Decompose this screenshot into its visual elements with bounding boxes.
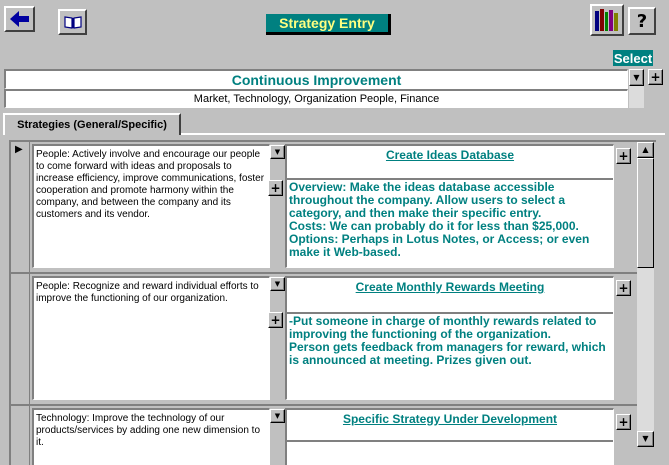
scroll-thumb[interactable] xyxy=(637,158,654,268)
open-book-button[interactable] xyxy=(58,9,87,35)
general-strategy-text: Technology: Improve the technology of our products/services by adding one new dimension to it. xyxy=(36,413,261,448)
plus-icon: + xyxy=(618,149,629,163)
tab-strategies-label: Strategies (General/Specific) xyxy=(17,119,167,131)
chevron-down-icon: ▼ xyxy=(274,147,281,156)
select-button[interactable]: Select xyxy=(613,50,653,66)
scroll-up-button[interactable] xyxy=(637,142,654,158)
add-specific-button[interactable] xyxy=(268,180,283,196)
books-icon xyxy=(594,8,620,32)
tab-panel-border xyxy=(181,133,665,135)
help-button[interactable] xyxy=(628,7,656,35)
back-button[interactable] xyxy=(4,6,35,32)
specific-strategy-body: Overview: Make the ideas database accessible throughout the company. Allow users to select a category, and then make their specific entry. Costs: We can probably do it for less than $25,000. Options: Perhaps in Lotus Notes, or Access; or even make it Web-based. xyxy=(289,180,590,259)
chevron-down-icon: ▼ xyxy=(274,411,281,420)
header-scroll-track[interactable] xyxy=(629,86,644,108)
specific-strategy-box[interactable] xyxy=(285,408,614,465)
general-strategy-field[interactable] xyxy=(32,144,270,268)
arrow-left-icon xyxy=(10,11,30,27)
plus-icon: + xyxy=(618,281,629,295)
plus-icon: + xyxy=(270,313,281,327)
chevron-down-icon: ▼ xyxy=(633,72,640,82)
header-subtitle: Market, Technology, Organization People, Finance xyxy=(193,93,440,105)
header-dropdown-button[interactable] xyxy=(629,69,644,86)
plus-icon: + xyxy=(650,70,661,84)
specific-strategy-box[interactable] xyxy=(285,276,614,400)
specific-strategy-title[interactable]: Specific Strategy Under Development xyxy=(342,412,558,426)
header-add-button[interactable] xyxy=(648,69,663,85)
general-scroll-button[interactable] xyxy=(270,145,285,159)
plus-icon: + xyxy=(618,415,629,429)
open-book-icon xyxy=(64,15,82,29)
plus-icon: + xyxy=(270,181,281,195)
general-scroll-button[interactable] xyxy=(270,409,285,423)
general-strategy-text: People: Recognize and reward individual efforts to improve the functioning of our organization. xyxy=(36,281,259,304)
header-title-field[interactable] xyxy=(4,69,628,89)
page-title: Strategy Entry xyxy=(266,14,391,35)
tab-strategies[interactable] xyxy=(3,113,181,135)
specific-strategy-title[interactable]: Create Monthly Rewards Meeting xyxy=(355,280,545,294)
general-strategy-text: People: Actively involve and encourage our people to come forward with ideas and proposals to increase efficiency, improve communications, foster cooperation and promote harmony within the company, and between the company and its customers and its vendor. xyxy=(36,149,265,220)
general-scroll-button[interactable] xyxy=(270,277,285,291)
record-selector-column xyxy=(11,142,30,465)
strategy-row xyxy=(30,274,636,404)
general-strategy-field[interactable] xyxy=(32,408,270,465)
scroll-down-button[interactable] xyxy=(637,431,654,447)
library-button[interactable] xyxy=(590,4,624,36)
strategies-subform xyxy=(9,140,656,465)
chevron-down-icon: ▼ xyxy=(642,434,649,443)
strategy-row xyxy=(30,142,636,272)
divider xyxy=(287,440,613,442)
question-mark-icon: ? xyxy=(636,10,648,32)
chevron-down-icon: ▼ xyxy=(274,279,281,288)
subform-scrollbar[interactable] xyxy=(637,142,654,447)
specific-strategy-box[interactable] xyxy=(285,144,614,268)
add-strategy-button[interactable] xyxy=(616,148,631,164)
chevron-up-icon: ▲ xyxy=(642,145,649,154)
specific-strategy-title[interactable]: Create Ideas Database xyxy=(385,148,515,162)
strategy-row xyxy=(30,406,636,465)
add-strategy-button[interactable] xyxy=(616,414,631,430)
current-record-pointer-icon: ▶ xyxy=(15,144,23,155)
add-strategy-button[interactable] xyxy=(616,280,631,296)
header-subtitle-field[interactable] xyxy=(4,89,628,108)
header-title: Continuous Improvement xyxy=(231,71,402,88)
general-strategy-field[interactable] xyxy=(32,276,270,400)
add-specific-button[interactable] xyxy=(268,312,283,328)
specific-strategy-body: -Put someone in charge of monthly rewards related to improving the functioning of the organization. Person gets feedback from managers for reward, which is announced at meeting. Prizes given out. xyxy=(289,314,606,367)
